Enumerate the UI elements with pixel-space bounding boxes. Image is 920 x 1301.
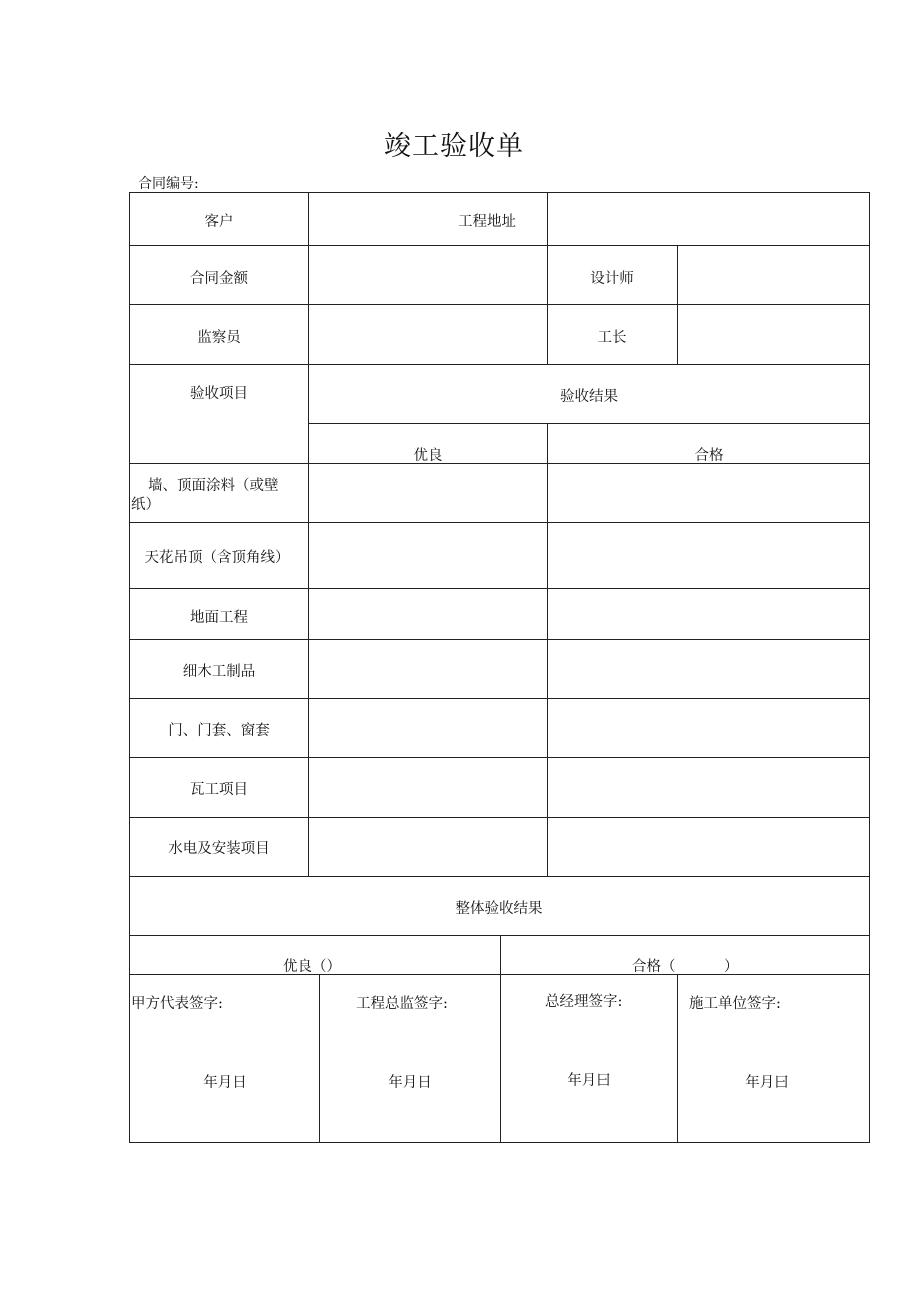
inspection-item-plumbing: 水电及安装项目 bbox=[168, 841, 270, 857]
inspection-item-floor: 地面工程 bbox=[190, 610, 248, 626]
designer-label: 设计师 bbox=[590, 271, 634, 287]
general-manager-signature-label: 总经理签字: bbox=[545, 994, 623, 1010]
table-border-top bbox=[129, 192, 870, 193]
foreman-label: 工长 bbox=[597, 330, 627, 346]
column-divider bbox=[308, 192, 309, 877]
column-divider bbox=[677, 245, 678, 365]
foreman-field[interactable] bbox=[684, 323, 866, 349]
contractor-signature-label: 施工单位签字: bbox=[689, 996, 781, 1012]
row-divider bbox=[129, 639, 870, 640]
inspection-item-paint: 墙、顶面涂料（或壁 bbox=[148, 478, 279, 494]
page-title: 竣工验收单 bbox=[384, 131, 524, 162]
table-border-right bbox=[869, 192, 870, 1143]
customer-label: 客户 bbox=[204, 214, 234, 230]
overall-result-header: 整体验收结果 bbox=[455, 901, 543, 917]
project-director-signature-label: 工程总监签字: bbox=[356, 996, 448, 1012]
inspection-item-doors: 门、门套、窗套 bbox=[168, 723, 270, 739]
column-divider bbox=[547, 423, 548, 877]
inspection-item-woodwork: 细木工制品 bbox=[182, 664, 256, 680]
column-divider bbox=[547, 192, 548, 246]
contract-amount-label: 合同金额 bbox=[190, 271, 248, 287]
overall-qualified-close: ） bbox=[724, 959, 739, 975]
row-divider bbox=[129, 817, 870, 818]
inspection-item-header: 验收项目 bbox=[190, 386, 248, 402]
inspection-item-paint-cont: 纸） bbox=[131, 497, 160, 513]
inspection-item-tiling: 瓦工项目 bbox=[190, 782, 248, 798]
row-divider bbox=[129, 463, 870, 464]
party-a-signature-label: 甲方代表签字: bbox=[131, 996, 223, 1012]
overall-excellent[interactable]: 优良（） bbox=[283, 959, 341, 975]
contract-amount-field[interactable] bbox=[314, 264, 544, 290]
designer-field[interactable] bbox=[684, 264, 866, 290]
row-divider bbox=[129, 245, 870, 246]
project-director-signature-date: 年月日 bbox=[388, 1075, 432, 1091]
party-a-signature-date: 年月日 bbox=[203, 1075, 247, 1091]
overall-qualified-open[interactable]: 合格（ bbox=[632, 959, 676, 975]
row-divider bbox=[129, 876, 870, 877]
row-divider bbox=[129, 698, 870, 699]
row-divider bbox=[129, 757, 870, 758]
column-divider bbox=[547, 245, 548, 365]
table-border-left bbox=[129, 192, 130, 1143]
row-divider bbox=[129, 304, 870, 305]
supervisor-label: 监察员 bbox=[197, 330, 241, 346]
row-divider bbox=[309, 423, 870, 424]
supervisor-field[interactable] bbox=[314, 323, 544, 349]
contractor-signature-date: 年月曰 bbox=[745, 1075, 789, 1091]
address-field[interactable] bbox=[554, 207, 866, 233]
inspection-item-ceiling: 天花吊顶（含顶角线） bbox=[144, 550, 290, 566]
contract-number-label: 合同编号: bbox=[138, 176, 199, 192]
column-divider bbox=[677, 974, 678, 1143]
inspection-result-header: 验收结果 bbox=[560, 389, 618, 405]
qualified-column-header: 合格 bbox=[694, 448, 724, 464]
address-label: 工程地址 bbox=[458, 214, 516, 230]
row-divider bbox=[129, 522, 870, 523]
column-divider bbox=[319, 974, 320, 1143]
column-divider bbox=[500, 935, 501, 1143]
row-divider bbox=[129, 364, 870, 365]
row-divider bbox=[129, 588, 870, 589]
excellent-column-header: 优良 bbox=[413, 448, 443, 464]
customer-field[interactable] bbox=[314, 207, 438, 233]
general-manager-signature-date: 年月曰 bbox=[567, 1073, 611, 1089]
